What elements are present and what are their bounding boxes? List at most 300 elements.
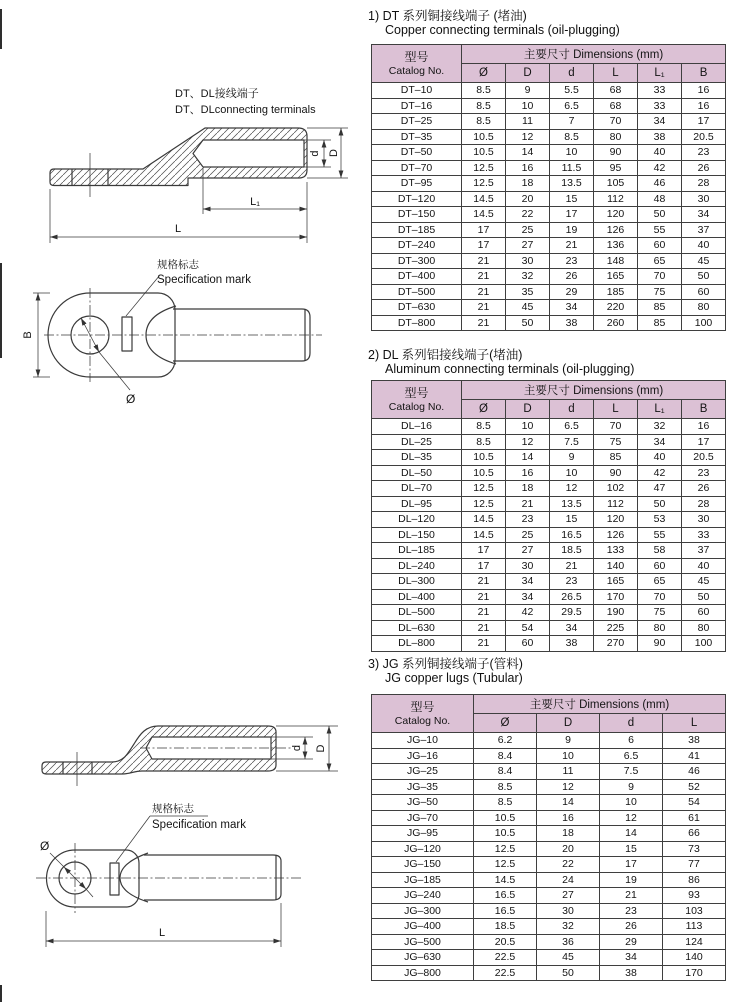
dimension-cell: 50	[682, 589, 726, 605]
dimension-cell: 8.4	[474, 748, 537, 764]
dimension-cell: 8.5	[462, 98, 506, 114]
catalog-header-zh: 型号	[404, 49, 429, 64]
dimension-cell: 17	[462, 543, 506, 559]
dimension-cell: 80	[682, 620, 726, 636]
col-header-L: L	[594, 400, 638, 419]
spec-mark	[110, 863, 119, 895]
dimension-cell: 148	[594, 253, 638, 269]
dimension-cell: 112	[594, 191, 638, 207]
catalog-no-header	[372, 381, 462, 419]
catalog-no-cell: DL–240	[372, 558, 462, 574]
dimension-cell: 14.5	[462, 527, 506, 543]
col-header-B: B	[682, 64, 726, 83]
spec-mark-label-en: Specification mark	[152, 819, 246, 831]
dimension-cell: 50	[682, 269, 726, 285]
dimension-cell: 38	[638, 129, 682, 145]
catalog-no-cell: DL–16	[372, 419, 462, 435]
catalog-no-cell: JG–800	[372, 965, 474, 981]
dim-label-L: L	[158, 927, 166, 939]
dimension-cell: 77	[663, 857, 726, 873]
centerlines	[36, 843, 302, 913]
dimension-cell: 30	[506, 253, 550, 269]
dimension-cell: 30	[537, 903, 600, 919]
dtdl-label-en: DT、DLconnecting terminals	[175, 104, 316, 116]
dimension-cell: 140	[594, 558, 638, 574]
table-row	[372, 872, 726, 888]
dimension-cell: 34	[600, 950, 663, 966]
dimension-cell: 10	[537, 748, 600, 764]
dimension-cell: 93	[663, 888, 726, 904]
dimension-cell: 60	[638, 558, 682, 574]
table-row	[372, 145, 726, 161]
table-row	[372, 512, 726, 528]
dimension-cell: 16	[682, 83, 726, 99]
dimension-cell: 80	[594, 129, 638, 145]
dimension-cell: 61	[663, 810, 726, 826]
catalog-no-cell: JG–185	[372, 872, 474, 888]
catalog-no-cell: JG–25	[372, 764, 474, 780]
dimension-cell: 47	[638, 481, 682, 497]
dimension-cell: 42	[506, 605, 550, 621]
dimension-cell: 21	[462, 300, 506, 316]
palm-outline	[47, 850, 140, 907]
dimension-cell: 40	[638, 450, 682, 466]
table-row	[372, 620, 726, 636]
dimension-cell: 27	[537, 888, 600, 904]
barrel-outline	[144, 855, 281, 900]
catalog-no-cell: DT–630	[372, 300, 462, 316]
catalog-no-cell: JG–50	[372, 795, 474, 811]
dimension-cell: 21	[462, 589, 506, 605]
dimension-cell: 16	[682, 419, 726, 435]
dimension-cell: 35	[506, 284, 550, 300]
dim-label-L: L	[174, 223, 182, 235]
dimension-cell: 52	[663, 779, 726, 795]
table-row	[372, 826, 726, 842]
dimension-cell: 26	[600, 919, 663, 935]
scan-artifact	[0, 9, 2, 49]
catalog-no-cell: DL–70	[372, 481, 462, 497]
table-row	[372, 315, 726, 331]
catalog-no-cell: JG–630	[372, 950, 474, 966]
dimension-cell: 14	[506, 450, 550, 466]
col-header-dia: Ø	[462, 400, 506, 419]
dimension-cell: 65	[638, 253, 682, 269]
catalog-no-cell: DL–50	[372, 465, 462, 481]
catalog-no-cell: JG–95	[372, 826, 474, 842]
dimension-cell: 12	[506, 434, 550, 450]
dimension-cell: 21	[462, 620, 506, 636]
dimension-cell: 102	[594, 481, 638, 497]
dimension-cell: 22	[506, 207, 550, 223]
dimension-cell: 170	[663, 965, 726, 981]
dimension-cell: 6.2	[474, 733, 537, 749]
dimension-cell: 20	[537, 841, 600, 857]
dimension-cell: 75	[638, 605, 682, 621]
dimension-cell: 21	[462, 269, 506, 285]
table-row	[372, 965, 726, 981]
dimension-cell: 12	[537, 779, 600, 795]
dimension-cell: 26	[550, 269, 594, 285]
dimension-cell: 34	[506, 589, 550, 605]
col-header-d: d	[550, 64, 594, 83]
dimension-cell: 21	[462, 253, 506, 269]
dimension-cell: 21	[600, 888, 663, 904]
dimension-cell: 10	[506, 98, 550, 114]
dimension-cell: 165	[594, 574, 638, 590]
catalog-no-cell: DT–185	[372, 222, 462, 238]
dimension-cell: 16.5	[474, 903, 537, 919]
dimension-lines	[33, 293, 130, 390]
table-row	[372, 919, 726, 935]
dimension-cell: 55	[638, 222, 682, 238]
dtdl-label-zh: DT、DL接线端子	[175, 88, 259, 100]
dimension-cell: 5.5	[550, 83, 594, 99]
dimension-cell: 32	[537, 919, 600, 935]
dimension-cell: 30	[682, 512, 726, 528]
catalog-no-cell: DT–95	[372, 176, 462, 192]
catalog-no-cell: DL–95	[372, 496, 462, 512]
dimension-cell: 50	[638, 496, 682, 512]
catalog-no-cell: DL–300	[372, 574, 462, 590]
table-row	[372, 934, 726, 950]
dimension-cell: 185	[594, 284, 638, 300]
table-row	[372, 269, 726, 285]
dimension-cell: 14	[600, 826, 663, 842]
dimension-cell: 15	[550, 512, 594, 528]
table-row	[372, 764, 726, 780]
table-row	[372, 527, 726, 543]
spec-mark-label-en: Specification mark	[157, 274, 251, 286]
dimension-cell: 10	[506, 419, 550, 435]
dimension-cell: 53	[638, 512, 682, 528]
table-row	[372, 903, 726, 919]
dimension-cell: 133	[594, 543, 638, 559]
table-row	[372, 636, 726, 652]
dimensions-header: 主要尺寸 Dimensions (mm)	[474, 695, 726, 714]
dimension-cell: 23	[550, 253, 594, 269]
dimension-cell: 7.5	[550, 434, 594, 450]
dimension-cell: 42	[638, 160, 682, 176]
dimension-cell: 45	[682, 574, 726, 590]
dimension-cell: 14.5	[462, 207, 506, 223]
scan-artifact	[0, 985, 2, 1002]
dimension-cell: 40	[682, 558, 726, 574]
table-row	[372, 605, 726, 621]
catalog-no-cell: DT–70	[372, 160, 462, 176]
dimension-cell: 38	[550, 315, 594, 331]
dimension-cell: 29.5	[550, 605, 594, 621]
dimension-cell: 10	[550, 465, 594, 481]
dimension-cell: 18	[537, 826, 600, 842]
dimension-cell: 15	[600, 841, 663, 857]
dimension-cell: 11	[537, 764, 600, 780]
table-row	[372, 810, 726, 826]
dimension-cell: 8.4	[474, 764, 537, 780]
drawing-dtdl-side-view	[50, 86, 348, 243]
catalog-no-cell: DT–800	[372, 315, 462, 331]
drawing-dtdl-top-view	[22, 258, 322, 406]
dimension-cell: 100	[682, 636, 726, 652]
section-title-zh: 2) DL 系列铝接线端子(堵油)	[368, 348, 523, 362]
dimension-cell: 29	[550, 284, 594, 300]
catalog-no-cell: JG–16	[372, 748, 474, 764]
table-row	[372, 733, 726, 749]
dimension-cell: 85	[638, 300, 682, 316]
dimension-cell: 50	[638, 207, 682, 223]
dimension-cell: 17	[462, 222, 506, 238]
dimension-cell: 45	[682, 253, 726, 269]
dimension-cell: 225	[594, 620, 638, 636]
catalog-no-cell: JG–150	[372, 857, 474, 873]
dimension-cell: 68	[594, 98, 638, 114]
scan-artifact	[0, 263, 2, 358]
table-row	[372, 434, 726, 450]
dimension-cell: 6	[600, 733, 663, 749]
dimension-cell: 220	[594, 300, 638, 316]
dimension-cell: 12.5	[462, 481, 506, 497]
dimension-cell: 9	[550, 450, 594, 466]
catalog-no-cell: DT–25	[372, 114, 462, 130]
dimension-cell: 10.5	[462, 145, 506, 161]
dimension-cell: 60	[506, 636, 550, 652]
table-row	[372, 481, 726, 497]
table-row	[372, 950, 726, 966]
table-row	[372, 465, 726, 481]
dimension-cell: 38	[550, 636, 594, 652]
jg-dimensions-table	[371, 694, 726, 981]
dimension-cell: 34	[638, 114, 682, 130]
catalog-no-cell: DL–500	[372, 605, 462, 621]
dimension-cell: 9	[600, 779, 663, 795]
dimension-cell: 9	[537, 733, 600, 749]
table-row	[372, 888, 726, 904]
dimension-cell: 100	[682, 315, 726, 331]
dimension-cell: 34	[506, 574, 550, 590]
dimension-cell: 21	[462, 636, 506, 652]
table-row	[372, 129, 726, 145]
section-jg-lugs	[368, 657, 728, 981]
catalog-no-cell: JG–300	[372, 903, 474, 919]
catalog-no-cell: DT–10	[372, 83, 462, 99]
dimension-cell: 13.5	[550, 176, 594, 192]
dim-label-diameter: Ø	[126, 392, 136, 406]
dimension-cell: 45	[537, 950, 600, 966]
dimension-cell: 73	[663, 841, 726, 857]
section-title-zh: 3) JG 系列铜接线端子(管料)	[368, 657, 523, 671]
col-header-D: D	[506, 400, 550, 419]
dimension-cell: 16	[506, 160, 550, 176]
dimension-cell: 33	[638, 83, 682, 99]
dimension-cell: 70	[594, 114, 638, 130]
dimension-cell: 18	[506, 176, 550, 192]
spec-mark-label-zh: 规格标志	[157, 259, 199, 271]
table-row	[372, 300, 726, 316]
catalog-no-cell: JG–10	[372, 733, 474, 749]
dimension-cell: 14	[506, 145, 550, 161]
dimension-cell: 18.5	[550, 543, 594, 559]
catalog-no-cell: DL–150	[372, 527, 462, 543]
dim-label-B: B	[22, 331, 34, 339]
dimension-cell: 85	[638, 315, 682, 331]
dimension-cell: 12.5	[474, 857, 537, 873]
dimension-cell: 36	[537, 934, 600, 950]
spec-mark	[122, 317, 132, 351]
catalog-no-header	[372, 695, 474, 733]
dimension-cell: 90	[594, 465, 638, 481]
section-dt-terminals	[368, 9, 728, 331]
dimension-cell: 140	[663, 950, 726, 966]
dimension-cell: 66	[663, 826, 726, 842]
dimension-cell: 27	[506, 543, 550, 559]
dimension-cell: 34	[550, 300, 594, 316]
dimension-cell: 16.5	[550, 527, 594, 543]
catalog-header-en: Catalog No.	[394, 714, 451, 727]
dimension-cell: 120	[594, 207, 638, 223]
dimension-cell: 19	[550, 222, 594, 238]
dimension-cell: 23	[682, 465, 726, 481]
dimension-cell: 21	[462, 574, 506, 590]
dimension-cell: 9	[506, 83, 550, 99]
dimension-cell: 54	[506, 620, 550, 636]
dimension-cell: 165	[594, 269, 638, 285]
section-title-zh: 1) DT 系列铜接线端子 (堵油)	[368, 9, 527, 23]
dimension-cell: 80	[638, 620, 682, 636]
dimension-cell: 75	[594, 434, 638, 450]
dim-label-D: D	[328, 149, 340, 157]
dimension-cell: 270	[594, 636, 638, 652]
dimension-cell: 37	[682, 543, 726, 559]
dimension-cell: 13.5	[550, 496, 594, 512]
dimension-cell: 60	[682, 605, 726, 621]
dimension-cell: 11.5	[550, 160, 594, 176]
dimension-cell: 18	[506, 481, 550, 497]
dimension-cell: 32	[506, 269, 550, 285]
dimension-cell: 18.5	[474, 919, 537, 935]
table-row	[372, 841, 726, 857]
catalog-no-cell: DL–400	[372, 589, 462, 605]
dimension-cell: 58	[638, 543, 682, 559]
table-row	[372, 857, 726, 873]
dimension-cell: 21	[462, 315, 506, 331]
table-row	[372, 176, 726, 192]
dimension-cell: 126	[594, 527, 638, 543]
catalog-no-cell: DT–120	[372, 191, 462, 207]
dimension-cell: 70	[594, 419, 638, 435]
section-title-en: Copper connecting terminals (oil-plugging)	[385, 23, 620, 37]
dimension-cell: 70	[638, 589, 682, 605]
dimension-cell: 55	[638, 527, 682, 543]
dimension-cell: 8.5	[462, 114, 506, 130]
col-header-L: L	[663, 714, 726, 733]
catalog-no-cell: JG–35	[372, 779, 474, 795]
dimension-cell: 136	[594, 238, 638, 254]
dimension-cell: 17	[550, 207, 594, 223]
catalog-no-cell: DL–35	[372, 450, 462, 466]
dimension-cell: 90	[594, 145, 638, 161]
dimension-cell: 41	[663, 748, 726, 764]
dimension-cell: 8.5	[462, 83, 506, 99]
section-title-en: Aluminum connecting terminals (oil-plugging)	[385, 362, 635, 376]
dimension-cell: 70	[638, 269, 682, 285]
dimension-cell: 14.5	[462, 191, 506, 207]
col-header-d: d	[550, 400, 594, 419]
dimension-cell: 12	[550, 481, 594, 497]
catalog-no-cell: DL–120	[372, 512, 462, 528]
catalog-no-cell: DL–800	[372, 636, 462, 652]
table-row	[372, 574, 726, 590]
dimension-cell: 85	[594, 450, 638, 466]
dimension-cell: 120	[594, 512, 638, 528]
dimension-cell: 16.5	[474, 888, 537, 904]
catalog-no-cell: JG–240	[372, 888, 474, 904]
dimension-cell: 46	[638, 176, 682, 192]
dimension-cell: 17	[462, 558, 506, 574]
catalog-no-header	[372, 45, 462, 83]
table-row	[372, 253, 726, 269]
col-header-D: D	[506, 64, 550, 83]
dimension-lines	[271, 726, 338, 771]
table-row	[372, 419, 726, 435]
catalog-no-cell: DT–500	[372, 284, 462, 300]
dimension-cell: 19	[600, 872, 663, 888]
dimension-cell: 105	[594, 176, 638, 192]
dimension-cell: 103	[663, 903, 726, 919]
drawing-jg-top-view	[36, 839, 302, 947]
dimension-cell: 8.5	[550, 129, 594, 145]
dimension-cell: 45	[506, 300, 550, 316]
dimension-cell: 20.5	[682, 450, 726, 466]
dtdl-bore	[193, 140, 304, 167]
dimension-cell: 170	[594, 589, 638, 605]
barrel-dome	[120, 853, 148, 902]
dimension-cell: 65	[638, 574, 682, 590]
dimension-cell: 7.5	[600, 764, 663, 780]
table-row	[372, 207, 726, 223]
dimension-cell: 12.5	[462, 160, 506, 176]
dimension-cell: 6.5	[550, 419, 594, 435]
dimension-cell: 22.5	[474, 965, 537, 981]
dimension-cell: 50	[506, 315, 550, 331]
dimension-cell: 26	[682, 481, 726, 497]
dimension-cell: 34	[550, 620, 594, 636]
dimension-cell: 80	[682, 300, 726, 316]
dimension-cell: 23	[506, 512, 550, 528]
dimension-cell: 26	[682, 160, 726, 176]
dimension-cell: 26.5	[550, 589, 594, 605]
dimension-cell: 8.5	[474, 779, 537, 795]
catalog-header-zh: 型号	[404, 385, 429, 400]
dimension-cell: 21	[462, 605, 506, 621]
dimension-cell: 68	[594, 83, 638, 99]
dimension-cell: 22	[537, 857, 600, 873]
dl-dimensions-table	[371, 380, 726, 652]
spec-mark-leader	[126, 275, 160, 316]
dimension-cell: 17	[682, 114, 726, 130]
catalog-no-cell: DT–50	[372, 145, 462, 161]
table-row	[372, 543, 726, 559]
catalog-no-cell: DT–16	[372, 98, 462, 114]
dimension-cell: 10.5	[462, 129, 506, 145]
dimension-cell: 15	[550, 191, 594, 207]
dim-label-diameter: Ø	[40, 839, 50, 853]
dimension-cell: 86	[663, 872, 726, 888]
table-row	[372, 222, 726, 238]
table-row	[372, 496, 726, 512]
dimension-cell: 126	[594, 222, 638, 238]
catalog-no-cell: DL–630	[372, 620, 462, 636]
dimension-cell: 25	[506, 222, 550, 238]
